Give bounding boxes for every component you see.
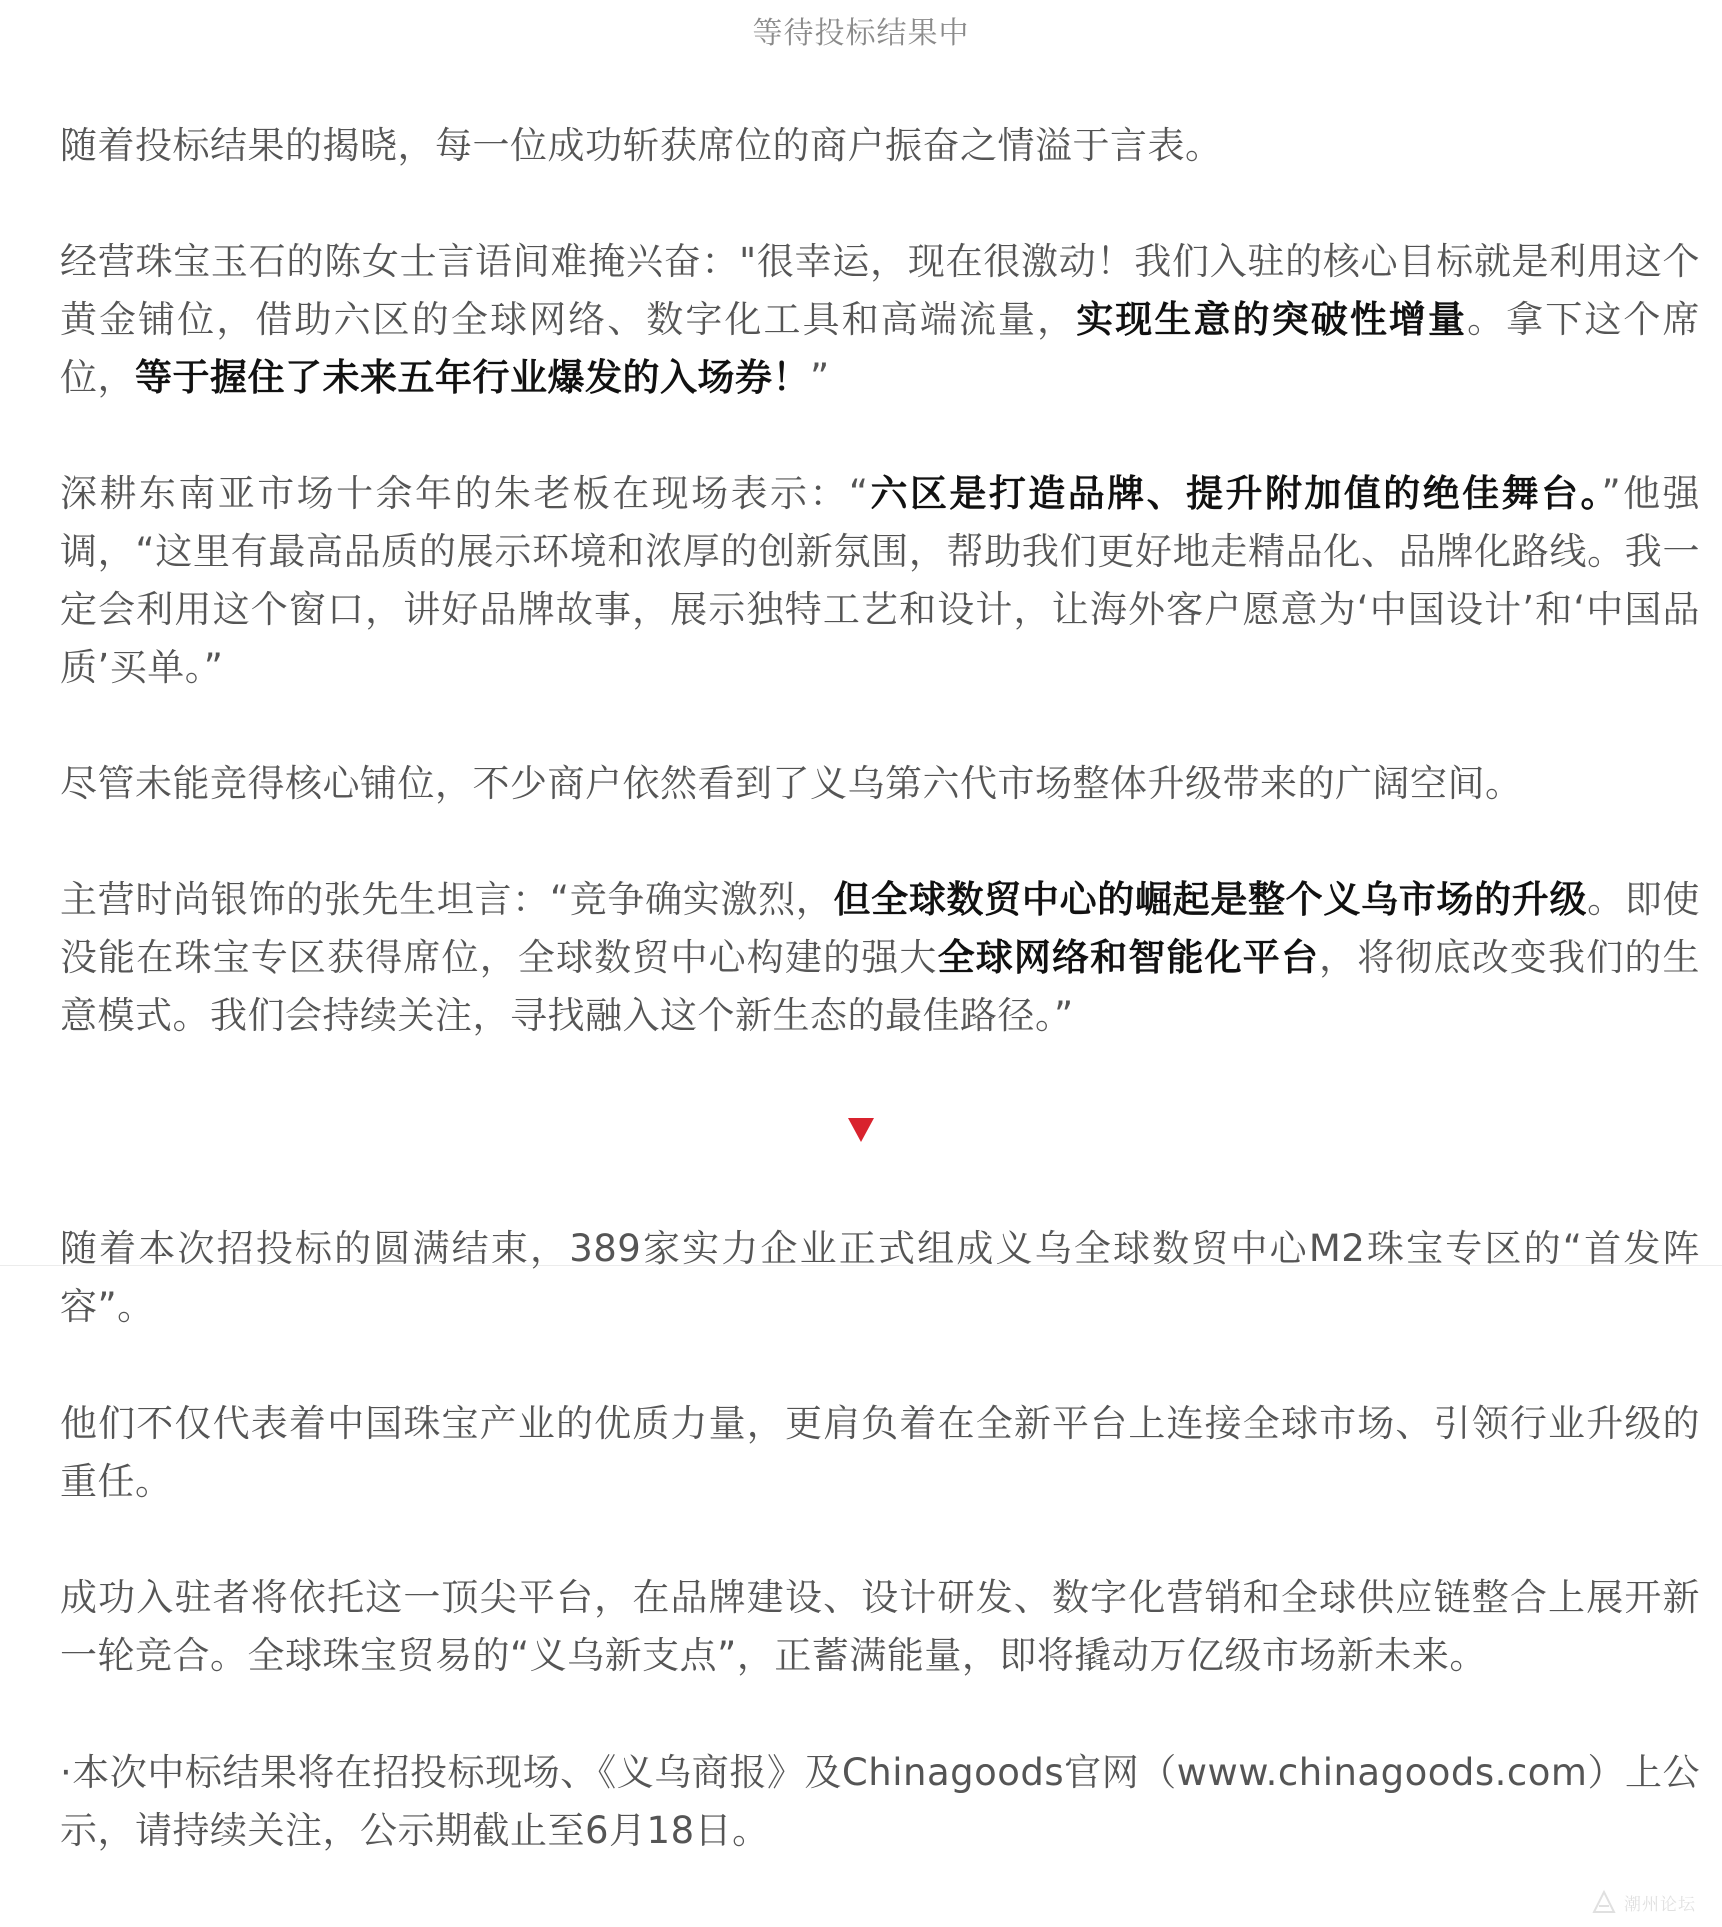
paragraph-3-quote-zhu: [60, 465, 1700, 697]
paragraph-7-text: 他们不仅代表着中国珠宝产业的优质力量，更肩负着在全新平台上连接全球市场、引领行业升级的重任。: [60, 1402, 1700, 1503]
paragraph-2-bold-a: 实现生意的突破性增量: [1076, 298, 1468, 341]
section-divider-arrow: [0, 1110, 1722, 1150]
paragraph-8-text: 成功入驻者将依托这一顶尖平台，在品牌建设、设计研发、数字化营销和全球供应链整合上展开新一轮竞合。全球珠宝贸易的“义乌新支点”，正蓄满能量，即将撬动万亿级市场新未来。: [60, 1576, 1700, 1677]
paragraph-5-text-c: ，将彻底改变我们的生意模式。我们会持续关注，寻找融入这个新生态的最佳路径。”: [60, 936, 1701, 1037]
paragraph-8: [60, 1569, 1700, 1685]
paragraph-1: [60, 117, 1700, 175]
paragraph-3-text-a: 深耕东南亚市场十余年的朱老板在现场表示：“: [60, 472, 869, 515]
watermark-text: 潮州论坛: [1624, 1894, 1696, 1915]
image-caption: 等待投标结果中: [752, 16, 970, 51]
down-triangle-icon: [848, 1118, 874, 1142]
paragraph-2-quote-chen: [60, 233, 1700, 407]
paragraph-2-text-c: ”: [810, 356, 830, 399]
forum-watermark: [1590, 1883, 1710, 1921]
paragraph-2-text-a: 经营珠宝玉石的陈女士言语间难掩兴奋："很幸运，现在很激动！我们入驻的核心目标就是利用这个黄金铺位，借助六区的全球网络、数字化工具和高端流量，: [60, 240, 1700, 341]
paragraph-4-text: 尽管未能竞得核心铺位，不少商户依然看到了义乌第六代市场整体升级带来的广阔空间。: [60, 762, 1523, 805]
watermark-logo-icon: [1590, 1888, 1618, 1916]
paragraph-3-bold-a: 六区是打造品牌、提升附加值的绝佳舞台。: [868, 472, 1602, 515]
paragraph-1-text: 随着投标结果的揭晓，每一位成功斩获席位的商户振奋之情溢于言表。: [60, 124, 1223, 167]
paragraph-5-bold-a: 但全球数贸中心的崛起是整个义乌市场的升级: [833, 878, 1588, 921]
paragraph-5-bold-b: 全球网络和智能化平台: [937, 936, 1320, 979]
paragraph-4: [60, 755, 1700, 813]
paragraph-5-text-b: 。即使没能在珠宝专区获得席位，全球数贸中心构建的强大: [60, 878, 1701, 979]
paragraph-9-text: ·本次中标结果将在招投标现场、《义乌商报》及Chinagoods官网（www.chinagoods.com）上公示，请持续关注，公示期截止至6月18日。: [60, 1751, 1700, 1852]
paragraph-9-notice: [60, 1744, 1700, 1860]
paragraph-5-text-a: 主营时尚银饰的张先生坦言：“竞争确实激烈，: [60, 878, 834, 921]
paragraph-6: [60, 1220, 1700, 1336]
paragraph-2-bold-b: 等于握住了未来五年行业爆发的入场券！: [135, 356, 810, 399]
paragraph-5-quote-zhang: [60, 871, 1700, 1045]
paragraph-7: [60, 1395, 1700, 1511]
paragraph-6-text: 随着本次招投标的圆满结束，389家实力企业正式组成义乌全球数贸中心M2珠宝专区的“首发阵容”。: [60, 1227, 1700, 1328]
paragraph-2-text-b: 。拿下这个席位，: [60, 298, 1701, 399]
paragraph-3-text-b: ”他强调，“这里有最高品质的展示环境和浓厚的创新氛围，帮助我们更好地走精品化、品牌化路线。我一定会利用这个窗口，讲好品牌故事，展示独特工艺和设计，让海外客户愿意为‘中国设计’和‘中国品质’买单。”: [60, 472, 1701, 689]
